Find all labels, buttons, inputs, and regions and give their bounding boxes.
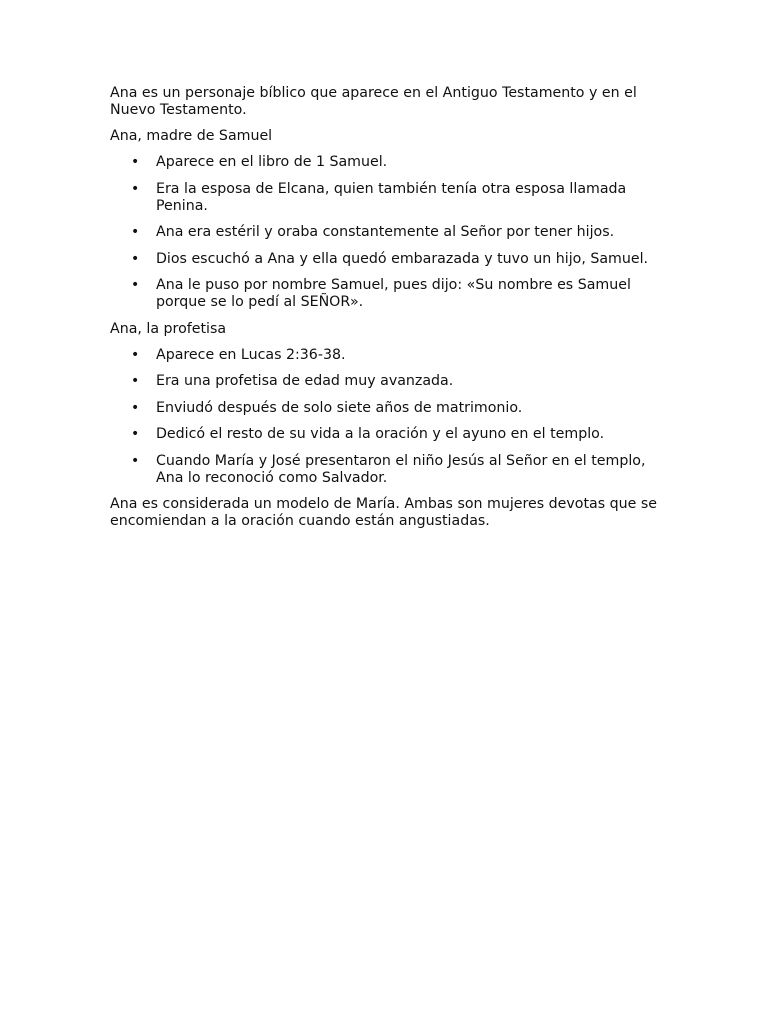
list-item-text: Dios escuchó a Ana y ella quedó embarazada y tuvo un hijo, Samuel. (156, 250, 649, 267)
bullet-icon: • (131, 426, 140, 442)
list-item-text: Era la esposa de Elcana, quien también tenía otra esposa llamada Penina. (156, 180, 627, 214)
bullet-icon: • (131, 250, 140, 267)
document-page (110, 85, 670, 539)
bullet-icon: • (131, 277, 140, 293)
bullet-icon: • (131, 180, 140, 197)
conclusion-paragraph: Ana es considerada un modelo de María. Ambas son mujeres devotas que se encomiendan a la oración cuando están angustiadas. (110, 496, 657, 529)
bullet-icon: • (131, 154, 140, 170)
bullet-icon: • (131, 452, 140, 469)
list-item-text: Cuando María y José presentaron el niño Jesús al Señor en el templo, Ana lo reconoció como Salvador. (156, 452, 646, 486)
section-heading-la-profetisa: Ana, la profetisa (110, 320, 227, 337)
bullet-list-madre-de-samuel (110, 154, 670, 311)
section-heading-madre-de-samuel: Ana, madre de Samuel (110, 128, 273, 144)
bullet-icon: • (131, 373, 140, 389)
list-item-text: Ana era estéril y oraba constantemente al Señor por tener hijos. (156, 224, 615, 240)
list-item-text: Dedicó el resto de su vida a la oración y el ayuno en el templo. (156, 426, 605, 442)
list-item-text: Aparece en Lucas 2:36-38. (156, 346, 346, 363)
bullet-list-la-profetisa (110, 347, 670, 487)
list-item-text: Ana le puso por nombre Samuel, pues dijo: «Su nombre es Samuel porque se lo pedí al SEÑOR». (156, 277, 631, 310)
list-item (110, 224, 670, 241)
list-item (110, 400, 670, 417)
bullet-icon: • (131, 346, 140, 363)
list-item (110, 154, 670, 171)
list-item-text: Enviudó después de solo siete años de matrimonio. (156, 399, 523, 416)
bullet-icon: • (131, 399, 140, 416)
list-item (110, 453, 670, 487)
list-item-text: Aparece en el libro de 1 Samuel. (156, 154, 388, 170)
intro-paragraph: Ana es un personaje bíblico que aparece en el Antiguo Testamento y en el Nuevo Testamento. (110, 85, 637, 118)
bullet-icon: • (131, 224, 140, 240)
list-item (110, 251, 670, 268)
list-item (110, 426, 670, 443)
list-item (110, 181, 670, 215)
list-item-text: Era una profetisa de edad muy avanzada. (156, 373, 454, 389)
list-item (110, 277, 670, 311)
list-item (110, 347, 670, 364)
list-item (110, 373, 670, 390)
